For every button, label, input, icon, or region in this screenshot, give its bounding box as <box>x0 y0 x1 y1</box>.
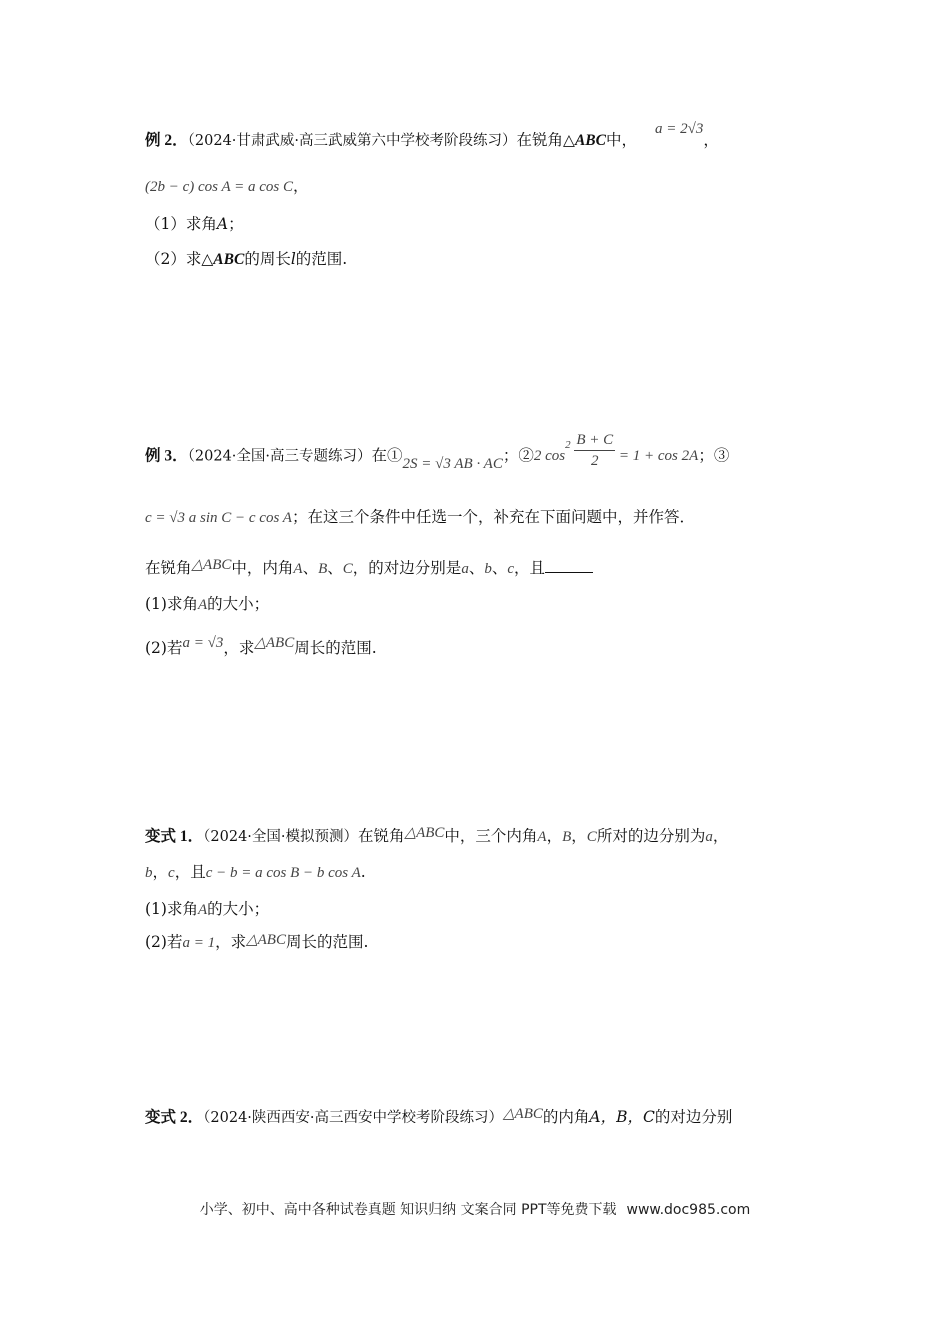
given-equation: c − b = a cos B − b cos A <box>205 865 361 881</box>
variant-1-question-1: (1)求角A的大小； <box>145 900 270 918</box>
page-footer <box>0 1199 950 1219</box>
problem-source: （2024·甘肃武威·高三武威第六中学校考阶段练习） <box>187 133 517 149</box>
example-label: 例 3． <box>145 447 188 465</box>
example-3-question-2: (2)若a = √3，求△ABC周长的范围. <box>145 635 377 657</box>
problem-source: （2024·陕西西安·高三西安中学校考阶段练习） <box>203 1110 504 1126</box>
condition-a: a = 2√3 <box>654 121 704 137</box>
example-3-condition-3: c = √3 a sin C − c cos A；在这三个条件中任选一个，补充在下面问题中，并作答． <box>145 508 695 526</box>
variant-label: 变式 2． <box>145 1109 204 1126</box>
variant-label: 变式 1． <box>145 828 204 845</box>
problem-source: （2024·全国·模拟预测） <box>203 829 359 845</box>
variant-2-heading: 变式 2．（2024·陕西西安·高三西安中学校考阶段练习）△ABC的内角A，B，C的对边分别 <box>145 1106 733 1126</box>
variant-1-question-2: (2)若a = 1，求△ABC周长的范围. <box>145 932 369 951</box>
condition-2: 2 cos2 $\frac{B + C}{2}$ = 1 + cos 2A <box>533 432 699 469</box>
condition-3: c = √3 a sin C − c cos A <box>145 510 292 526</box>
variant-1-condition: b，c，且c − b = a cos B − b cos A. <box>145 863 366 881</box>
example-3-problem: 在锐角△ABC中，内角A、B、C，的对边分别是a、b、c，且 <box>145 560 593 577</box>
given-equation: (2b − c) cos A = a cos C <box>145 179 294 195</box>
footer-text: 小学、初中、高中各种试卷真题 知识归纳 文案合同 PPT等免费下载 <box>199 1202 617 1218</box>
example-3-heading: 例 3．（2024·全国·高三专题练习）在①2S = √3 AB · AC；②2 cos2 $\frac{B + C}{2}$ = 1 + cos 2A；③ <box>145 432 730 473</box>
condition-1: 2S = √3 AB · AC <box>402 456 503 473</box>
example-3-question-1: (1)求角A的大小； <box>145 595 270 613</box>
example-2-equation: (2b − c) cos A = a cos C， <box>145 177 309 195</box>
problem-source: （2024·全国·高三专题练习） <box>187 448 372 465</box>
example-2-question-2: （2）求△ABC的周长l的范围. <box>145 250 348 268</box>
variant-1-heading: 变式 1．（2024·全国·模拟预测）在锐角△ABC中，三个内角A，B，C所对的边分别为a， <box>145 825 729 845</box>
example-2-question-1: （1）求角A； <box>145 215 244 233</box>
footer-link[interactable]: www.doc985.com <box>626 1202 751 1218</box>
example-2-heading: 例 2．（2024·甘肃武威·高三武威第六中学校考阶段练习）在锐角△ABC中，a = 2√3， <box>145 121 719 149</box>
answer-blank <box>545 560 593 573</box>
example-label: 例 2． <box>145 132 188 149</box>
